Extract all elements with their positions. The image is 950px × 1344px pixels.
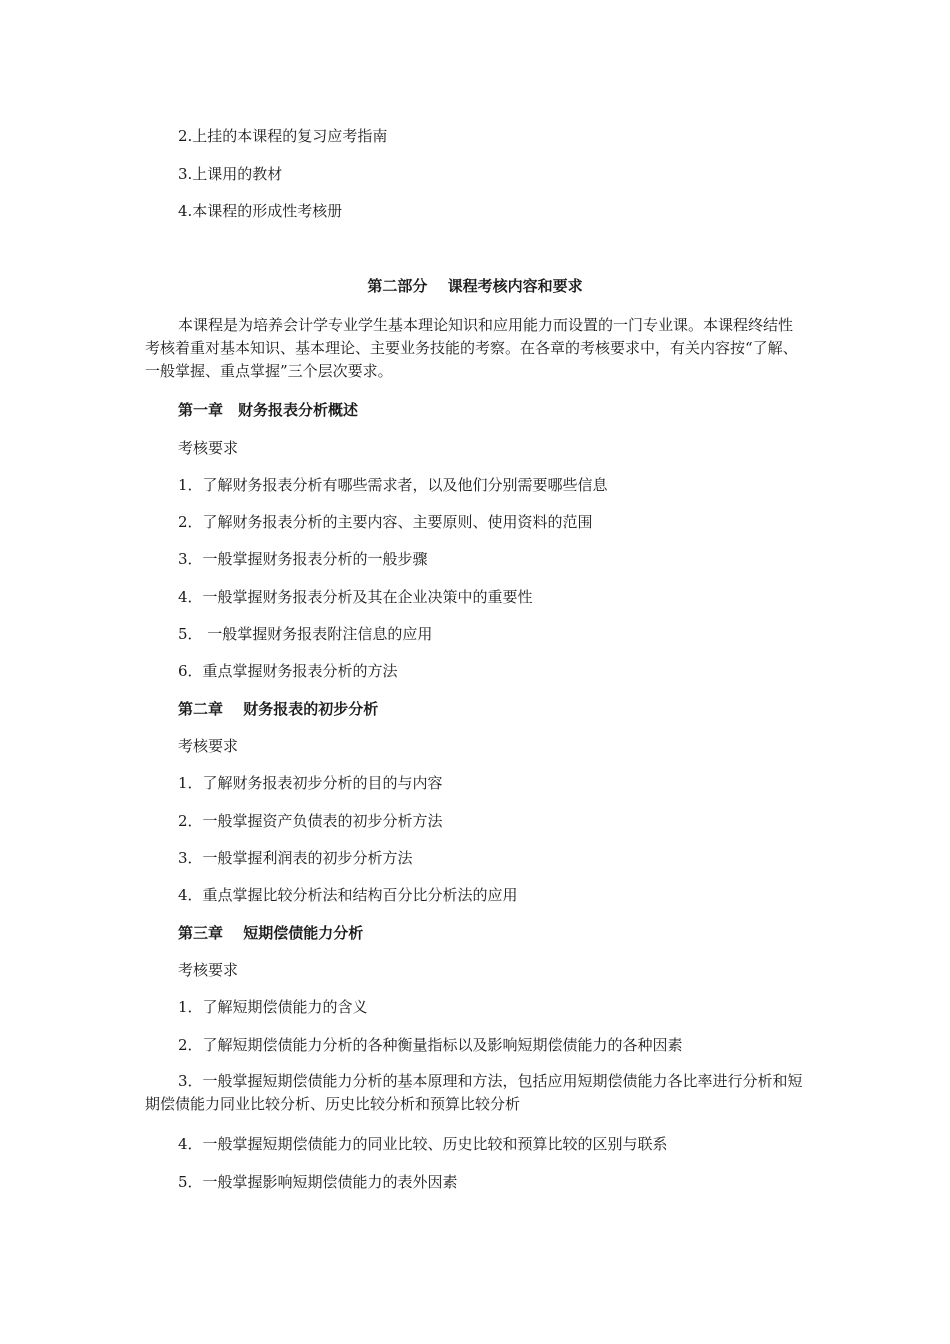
chapter-title: 第三章 短期偿债能力分析 [178, 924, 364, 942]
requirements-label: 考核要求 [178, 737, 239, 755]
chapter-title: 第二章 财务报表的初步分析 [178, 700, 379, 718]
list-item-wrapped [145, 1070, 810, 1116]
list-item: 2.上挂的本课程的复习应考指南 [178, 127, 388, 145]
list-item: 4．重点掌握比较分析法和结构百分比分析法的应用 [178, 886, 518, 904]
intro-text: 本课程是为培养会计学专业学生基本理论知识和应用能力而设置的一门专业课。本课程终结性考核着重对基本知识、基本理论、主要业务技能的考察。在各章的考核要求中，有关内容按“了解、一般掌握、重点掌握”三个层次要求。 [145, 316, 798, 380]
requirements-label: 考核要求 [178, 439, 239, 457]
list-item: 1．了解短期偿债能力的含义 [178, 998, 368, 1016]
list-item: 1．了解财务报表初步分析的目的与内容 [178, 774, 443, 792]
list-item: 3．一般掌握利润表的初步分析方法 [178, 849, 413, 867]
list-item: 6．重点掌握财务报表分析的方法 [178, 662, 398, 680]
list-item: 3.上课用的教材 [178, 165, 283, 183]
list-item: 4．一般掌握短期偿债能力的同业比较、历史比较和预算比较的区别与联系 [178, 1135, 668, 1153]
chapter-title: 第一章 财务报表分析概述 [178, 401, 359, 419]
list-item: 2．了解短期偿债能力分析的各种衡量指标以及影响短期偿债能力的各种因素 [178, 1036, 683, 1054]
list-item: 5． 一般掌握财务报表附注信息的应用 [178, 625, 433, 643]
list-item: 4．一般掌握财务报表分析及其在企业决策中的重要性 [178, 588, 533, 606]
list-item-text: 3．一般掌握短期偿债能力分析的基本原理和方法，包括应用短期偿债能力各比率进行分析和短期偿债能力同业比较分析、历史比较分析和预算比较分析 [145, 1072, 803, 1113]
list-item: 4.本课程的形成性考核册 [178, 202, 343, 220]
requirements-label: 考核要求 [178, 961, 239, 979]
intro-paragraph [145, 314, 805, 383]
list-item: 2．了解财务报表分析的主要内容、主要原则、使用资料的范围 [178, 513, 593, 531]
section-title: 第二部分 课程考核内容和要求 [367, 277, 583, 295]
list-item: 1．了解财务报表分析有哪些需求者，以及他们分别需要哪些信息 [178, 476, 608, 494]
list-item: 3．一般掌握财务报表分析的一般步骤 [178, 550, 428, 568]
list-item: 2．一般掌握资产负债表的初步分析方法 [178, 812, 443, 830]
list-item: 5．一般掌握影响短期偿债能力的表外因素 [178, 1173, 458, 1191]
